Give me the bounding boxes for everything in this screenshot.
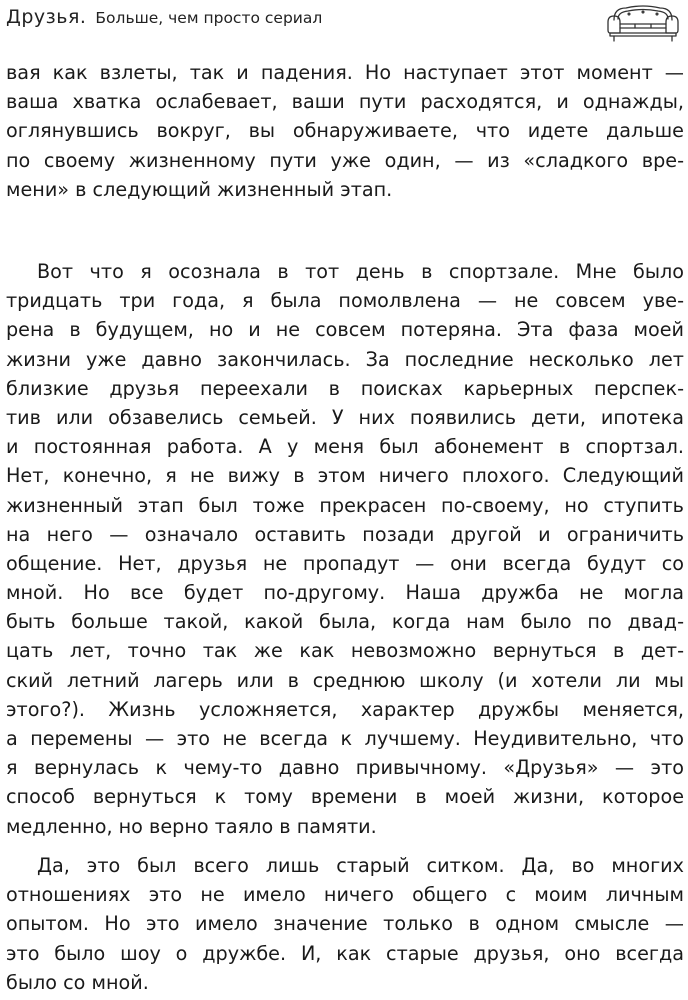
paragraph-2 [6, 257, 684, 841]
text-line: цать лет, точно так же как невозможно вернуться в дет- [6, 639, 684, 663]
text-line: вая как взлеты, так и падения. Но наступает этот момент — [6, 61, 684, 84]
header-brand: Друзья. [6, 6, 87, 28]
running-header [6, 6, 322, 36]
text-line: способ вернуться к тому времени в моей жизни, которое [6, 785, 684, 809]
couch-icon [604, 2, 682, 44]
text-line: ваша хватка ослабевает, ваши пути расходятся, и однажды, [6, 90, 684, 114]
text-line: этого?). Жизнь усложняется, характер дружбы меняется, [6, 697, 684, 721]
text-line: рена в будущем, но и не совсем потеряна. Эта фаза моей [6, 318, 684, 342]
text-line: оглянувшись вокруг, вы обнаруживаете, что идете дальше [6, 119, 684, 143]
header-subtitle: Больше, чем просто сериал [95, 9, 323, 27]
paragraph-1 [6, 58, 684, 204]
text-line: мени» в следующий жизненный этап. [6, 177, 393, 201]
text-line: Вот что я осознала в тот день в спортзале. Мне было [37, 260, 684, 283]
text-line: я вернулась к чему-то давно привычному. «Друзья» — это [6, 756, 684, 780]
text-line: отношениях это не имело ничего общего с моим личным [6, 883, 684, 907]
text-line: Да, это был всего лишь старый ситком. Да, во многих [37, 854, 684, 877]
text-line: мной. Но все будет по-другому. Наша дружба не могла [6, 581, 684, 605]
paragraph-3 [6, 851, 684, 997]
text-line: жизненный этап был тоже прекрасен по-своему, но ступить [6, 493, 684, 517]
text-line: а перемены — это не всегда к лучшему. Неудивительно, что [6, 727, 684, 750]
text-line: близкие друзья переехали в поисках карьерных перспек- [6, 376, 684, 400]
text-line: жизни уже давно закончилась. За последние несколько лет [6, 347, 684, 371]
text-line: на него — означало оставить позади другой и ограничить [6, 522, 684, 546]
text-line: опытом. Но это имело значение только в одном смысле — [6, 912, 684, 936]
text-line: тридцать три года, я была помолвлена — не совсем уве- [6, 289, 684, 313]
text-line: было со мной. [6, 970, 149, 994]
text-line: ский летний лагерь или в среднюю школу (и хотели ли мы [6, 668, 684, 692]
text-line: по своему жизненному пути уже один, — из «сладкого вре- [6, 148, 684, 172]
text-line: общение. Нет, друзья не пропадут — они всегда будут со [6, 551, 684, 575]
text-line: Нет, конечно, я не вижу в этом ничего плохого. Следующий [6, 464, 684, 488]
text-line: медленно, но верно таяло в памяти. [6, 814, 377, 838]
text-line: это было шоу о дружбе. И, как старые друзья, оно всегда [6, 941, 684, 965]
text-line: и постоянная работа. А у меня был абонемент в спортзал. [6, 435, 684, 459]
text-line: быть больше такой, какой была, когда нам было по двад- [6, 610, 684, 634]
text-line: тив или обзавелись семьей. У них появились дети, ипотека [6, 405, 684, 429]
